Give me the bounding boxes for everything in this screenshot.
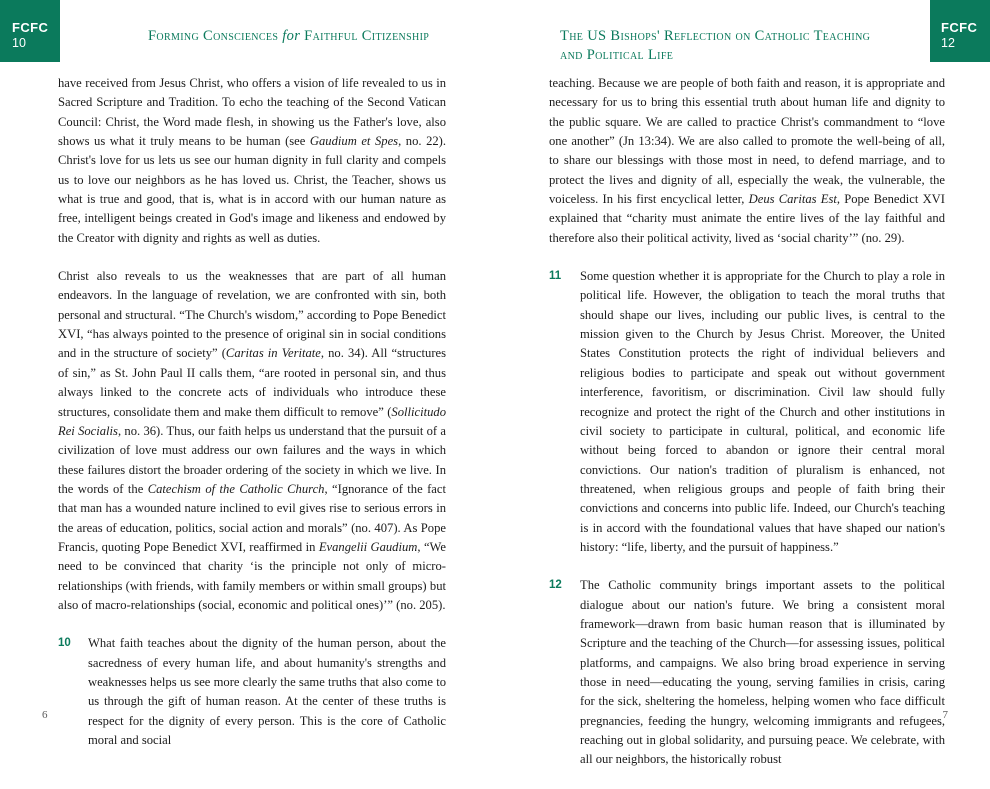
para2-s4: , “Ignorance of the fact that man has a wounded nature inclined to evil gives rise to serious errors in the areas of education, politics, social action and morals” (no. 407). As Pope Francis, quoting Pope Benedict XVI, reaffirmed in <box>58 481 446 554</box>
citation-gaudium-et-spes: Gaudium et Spes <box>309 134 399 149</box>
page-tab-left-code: FCFC <box>12 20 49 36</box>
folio-left: 6 <box>42 709 48 721</box>
paragraph-continued-right <box>549 74 945 248</box>
para2-s2: , no. 34). All “structures of sin,” as St. John Paul II calls them, “are rooted in personal sin, and thus always linked to the concrete acts of individuals who introduce these structures, consolidate them and make them difficult to remove” ( <box>58 346 447 419</box>
running-head-right <box>560 27 960 65</box>
paragraph-number-10: 10 <box>58 637 71 650</box>
para2-s5: , “We need to be convinced that charity ‘is the principle not only of micro-relationships (with friends, with family members or within small groups) but also of macro-relationships (social, economic and political ones)’” (no. 205). <box>58 539 446 612</box>
paragraph-number-11: 11 <box>549 270 562 283</box>
running-head-left-part-b: Faithful Citizenship <box>300 28 430 44</box>
citation-sollicitudo-rei-socialis: Sollicitudo Rei Socialis <box>58 404 446 438</box>
paragraph-continued-left-s1: have received from Jesus Christ, who offers a vision of life revealed to us in Sacred Scripture and Tradition. To echo the teaching of the Second Vatican Council: Christ, the Word made flesh, in showing us the Father's love, also shows us what it truly means to be human (see <box>58 76 446 149</box>
para-right-cont-s1: teaching. Because we are people of both faith and reason, it is appropriate and necessary for us to bring this essential truth about human life and dignity to the public square. We are called to practice Christ's commandment to “love one another” (Jn 13:34). We are also called to promote the well-being of all, to share our blessings with those most in need, to defend marriage, and to protect the lives and dignity of all, especially the weak, the vulnerable, the voiceless. In his first encyclical letter, <box>549 76 945 207</box>
numbered-paragraph-11 <box>549 267 945 557</box>
paragraph-continued-left-s2: , no. 22). Christ's love for us lets us see our human dignity in full clarity and compels us to love our neighbors as he has loved us. Christ, the Teacher, shows us what is true and good, that is, what is in accord with our human nature as free, intelligent beings created in God's image and likeness and endowed by the Creator with dignity and rights as well as duties. <box>58 134 447 245</box>
paragraph-christ-reveals <box>58 267 446 615</box>
folio-right: 7 <box>942 709 948 721</box>
paragraph-number-12: 12 <box>549 579 562 592</box>
para2-s1: Christ also reveals to us the weaknesses that are part of all human endeavors. In the language of revelation, we are confronted with sin, both personal and structural. “The Church's wisdom,” according to Pope Benedict XVI, “has always pointed to the presence of original sin in social conditions and in the structure of society” ( <box>58 269 446 361</box>
paragraph-10-text: What faith teaches about the dignity of the human person, about the sacredness of every human life, and about humanity's strengths and weaknesses helps us see more clearly the same truths that also come to us through the gift of human reason. At the center of these truths is respect for the dignity of every person. This is the core of Catholic moral and social <box>88 636 446 747</box>
para-right-cont-s2: , Pope Benedict XVI explained that “charity must animate the entire lives of the lay faithful and therefore also their political activity, lived as ‘social charity’” (no. 29). <box>549 192 945 245</box>
para2-s3: , no. 36). Thus, our faith helps us understand that the pursuit of a civilization of love must address our own failures and the ways in which these failures distort the broader ordering of the society in which we live. In the words of the <box>58 423 447 496</box>
paragraph-11-text: Some question whether it is appropriate for the Church to play a role in political life. However, the obligation to teach the moral truths that should shape our lives, including our public lives, is central to the mission given to the Church by Jesus Christ. Moreover, the United States Constitution protects the right of individual believers and religious bodies to participate and speak out without government interference, favoritism, or discrimination. Civil law should fully recognize and protect the right of the Church and other institutions in civil society to participate in cultural, political, and economic life without being forced to abandon or ignore their central moral convictions. Our nation's tradition of pluralism is enhanced, not threatened, when religious groups and people of faith bring their convictions and concerns into public life. Indeed, our Church's teaching is in accord with the foundational values that have shaped our nation's history: “life, liberty, and the pursuit of happiness.” <box>580 269 945 554</box>
page-tab-right-number: 12 <box>941 35 955 50</box>
citation-evangelii-gaudium: Evangelii Gaudium <box>318 539 418 554</box>
numbered-paragraph-12 <box>549 576 945 769</box>
citation-deus-caritas-est: Deus Caritas Est <box>748 192 837 207</box>
numbered-paragraph-10 <box>58 634 446 750</box>
paragraph-continued-left <box>58 74 446 248</box>
page-tab-right-code: FCFC <box>941 20 978 36</box>
page-tab-left <box>0 0 60 62</box>
citation-caritas-in-veritate: Caritas in Veritate <box>225 346 321 361</box>
paragraph-12-text: The Catholic community brings important assets to the political dialogue about our nation's future. We bring a consistent moral framework—drawn from basic human reason that is illuminated by Scripture and the teaching of the Church—for assessing issues, political platforms, and campaigns. We also bring broad experience in serving those in need—educating the young, serving families in crisis, caring for the sick, sheltering the homeless, helping women who face difficult pregnancies, feeding the hungry, welcoming immigrants and refugees, reaching out in global solidarity, and pursuing peace. We celebrate, with all our neighbors, the historically robust <box>580 578 945 767</box>
running-head-right-line2: and Political Life <box>560 47 674 64</box>
running-head-right-line1: The US Bishops' Reflection on Catholic Teaching <box>560 28 871 44</box>
running-head-left-part-italic: for <box>282 28 301 44</box>
text-column-right <box>549 74 945 789</box>
running-head-left-part-a: Forming Consciences <box>148 28 283 44</box>
page-tab-left-number: 10 <box>12 35 26 50</box>
text-column-left <box>58 74 446 769</box>
citation-catechism: Catechism of the Catholic Church <box>147 481 325 496</box>
running-head-left <box>148 27 568 46</box>
page-tab-left-inner <box>0 21 60 50</box>
